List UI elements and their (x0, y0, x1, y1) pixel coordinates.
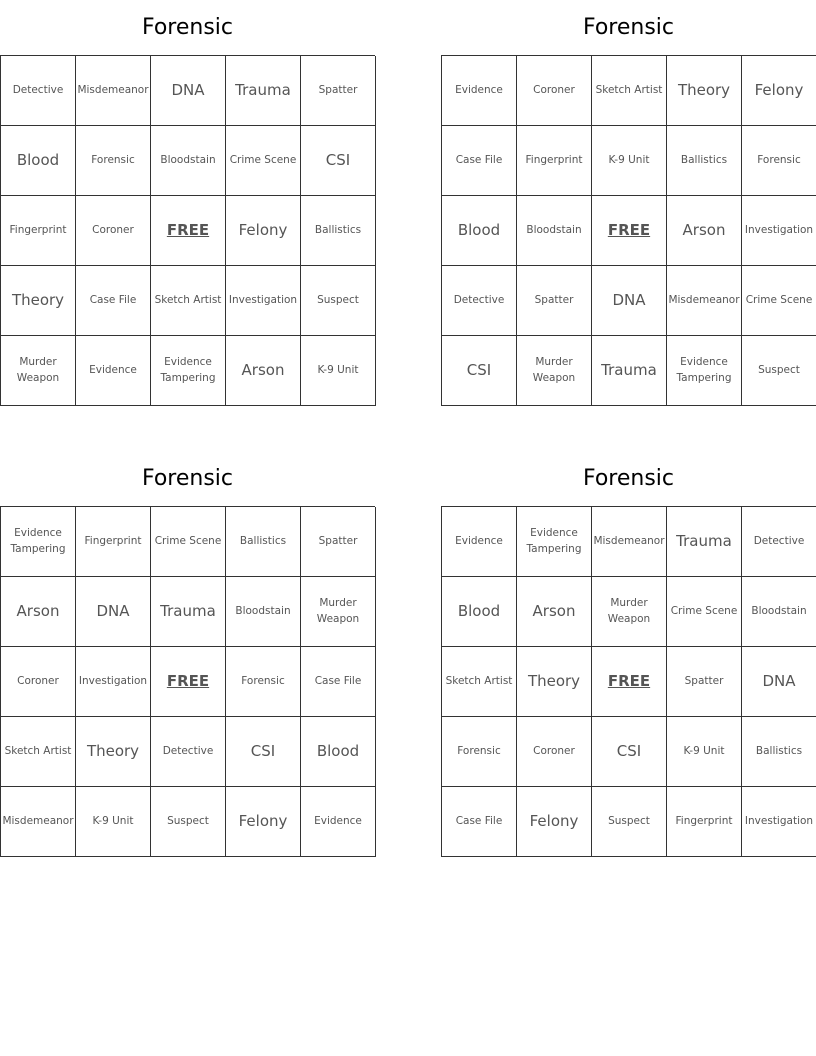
bingo-cell: Ballistics (301, 196, 376, 266)
bingo-cell: Evidence Tampering (151, 336, 226, 406)
bingo-cell: Suspect (592, 787, 667, 857)
bingo-cell: Suspect (151, 787, 226, 857)
bingo-cell: Evidence (442, 507, 517, 577)
bingo-cell: Ballistics (667, 126, 742, 196)
free-space-cell: FREE (592, 196, 667, 266)
bingo-cell: Misdemeanor (667, 266, 742, 336)
bingo-grid (0, 55, 375, 406)
bingo-card-1 (0, 0, 375, 406)
bingo-cell: Arson (226, 336, 301, 406)
bingo-cell: Murder Weapon (592, 577, 667, 647)
bingo-cell: Crime Scene (151, 507, 226, 577)
bingo-cell: Sketch Artist (151, 266, 226, 336)
bingo-cell: Crime Scene (742, 266, 816, 336)
bingo-cell: Fingerprint (76, 507, 151, 577)
bingo-cell: Murder Weapon (517, 336, 592, 406)
bingo-cell: Detective (442, 266, 517, 336)
bingo-cell: Ballistics (226, 507, 301, 577)
bingo-cell: Coroner (517, 56, 592, 126)
bingo-cell: DNA (742, 647, 816, 717)
bingo-cell: Fingerprint (1, 196, 76, 266)
bingo-cell: Coroner (76, 196, 151, 266)
bingo-cell: Trauma (592, 336, 667, 406)
bingo-cell: Case File (442, 787, 517, 857)
bingo-cell: Misdemeanor (592, 507, 667, 577)
bingo-cell: Evidence (76, 336, 151, 406)
bingo-cell: Coroner (1, 647, 76, 717)
bingo-cell: Misdemeanor (76, 56, 151, 126)
bingo-cell: Evidence Tampering (667, 336, 742, 406)
bingo-cell: Suspect (301, 266, 376, 336)
bingo-cell: Trauma (226, 56, 301, 126)
free-space-cell: FREE (592, 647, 667, 717)
bingo-cell: Felony (226, 196, 301, 266)
bingo-grid (441, 506, 816, 857)
bingo-cell: K-9 Unit (592, 126, 667, 196)
bingo-cell: Ballistics (742, 717, 816, 787)
bingo-card-4 (441, 451, 816, 857)
bingo-cell: Blood (1, 126, 76, 196)
bingo-cell: Theory (667, 56, 742, 126)
bingo-cell: Case File (301, 647, 376, 717)
bingo-cell: Bloodstain (151, 126, 226, 196)
bingo-cell: Arson (667, 196, 742, 266)
bingo-cell: Spatter (301, 507, 376, 577)
bingo-cell: Trauma (667, 507, 742, 577)
bingo-cell: Forensic (742, 126, 816, 196)
bingo-cell: Sketch Artist (442, 647, 517, 717)
bingo-cell: Forensic (76, 126, 151, 196)
card-title: Forensic (141, 466, 234, 491)
bingo-card-2 (441, 0, 816, 406)
bingo-cell: K-9 Unit (667, 717, 742, 787)
bingo-cell: Bloodstain (517, 196, 592, 266)
bingo-cell: Felony (517, 787, 592, 857)
bingo-cell: Case File (76, 266, 151, 336)
bingo-cell: Spatter (517, 266, 592, 336)
bingo-cell: Blood (301, 717, 376, 787)
bingo-cell: Felony (226, 787, 301, 857)
bingo-cell: Detective (742, 507, 816, 577)
bingo-cell: Theory (1, 266, 76, 336)
bingo-cell: Fingerprint (667, 787, 742, 857)
bingo-card-3 (0, 451, 375, 857)
bingo-cell: Suspect (742, 336, 816, 406)
bingo-cell: Spatter (667, 647, 742, 717)
bingo-cell: CSI (592, 717, 667, 787)
bingo-cell: CSI (442, 336, 517, 406)
bingo-cell: Evidence Tampering (517, 507, 592, 577)
bingo-grid (0, 506, 375, 857)
bingo-cell: Bloodstain (742, 577, 816, 647)
bingo-cell: Investigation (742, 196, 816, 266)
bingo-cell: Evidence (301, 787, 376, 857)
bingo-cell: Theory (76, 717, 151, 787)
bingo-cell: DNA (76, 577, 151, 647)
bingo-cell: Investigation (76, 647, 151, 717)
bingo-cell: Case File (442, 126, 517, 196)
bingo-cell: Crime Scene (667, 577, 742, 647)
free-space-cell: FREE (151, 647, 226, 717)
bingo-cell: Blood (442, 577, 517, 647)
bingo-cell: Investigation (226, 266, 301, 336)
card-title: Forensic (141, 15, 234, 40)
bingo-cell: Forensic (226, 647, 301, 717)
bingo-cell: CSI (226, 717, 301, 787)
bingo-cell: Arson (517, 577, 592, 647)
bingo-cell: Fingerprint (517, 126, 592, 196)
bingo-cell: K-9 Unit (76, 787, 151, 857)
bingo-cell: Detective (151, 717, 226, 787)
bingo-cell: Sketch Artist (1, 717, 76, 787)
bingo-cell: Murder Weapon (301, 577, 376, 647)
bingo-cell: Forensic (442, 717, 517, 787)
bingo-cell: DNA (592, 266, 667, 336)
bingo-cell: K-9 Unit (301, 336, 376, 406)
bingo-cell: Sketch Artist (592, 56, 667, 126)
bingo-cell: Bloodstain (226, 577, 301, 647)
bingo-cell: Spatter (301, 56, 376, 126)
bingo-cell: Detective (1, 56, 76, 126)
bingo-cell: Evidence (442, 56, 517, 126)
bingo-cell: Trauma (151, 577, 226, 647)
bingo-cell: Arson (1, 577, 76, 647)
bingo-cell: Misdemeanor (1, 787, 76, 857)
bingo-cell: Investigation (742, 787, 816, 857)
bingo-cell: Coroner (517, 717, 592, 787)
card-title: Forensic (582, 15, 675, 40)
bingo-cell: DNA (151, 56, 226, 126)
bingo-cell: CSI (301, 126, 376, 196)
bingo-cell: Felony (742, 56, 816, 126)
bingo-cell: Theory (517, 647, 592, 717)
bingo-cell: Evidence Tampering (1, 507, 76, 577)
bingo-cell: Blood (442, 196, 517, 266)
bingo-cell: Crime Scene (226, 126, 301, 196)
card-title: Forensic (582, 466, 675, 491)
free-space-cell: FREE (151, 196, 226, 266)
bingo-grid (441, 55, 816, 406)
bingo-cell: Murder Weapon (1, 336, 76, 406)
